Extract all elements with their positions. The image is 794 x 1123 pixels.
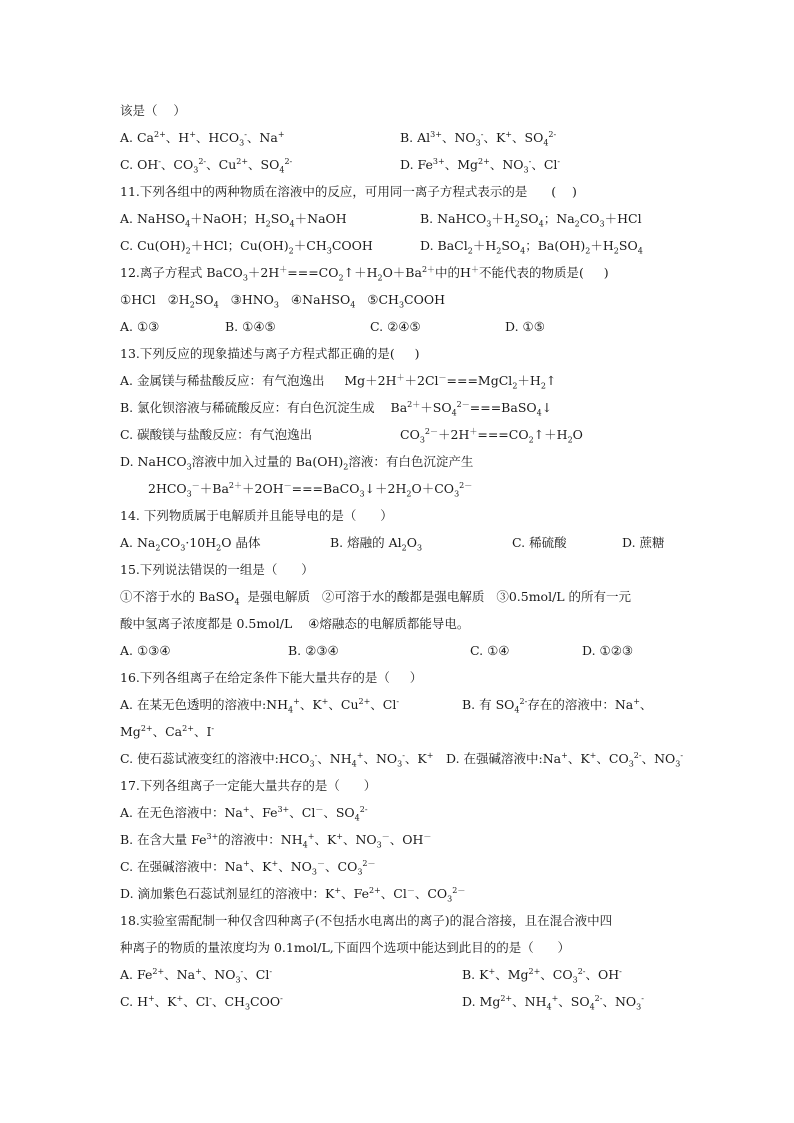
line-16-col2: B. 熔融的 $Al_2O_3$ [330, 535, 423, 553]
line-11: B. 氯化钡溶液与稀硫酸反应：有白色沉淀生成 $Ba^{2+}+SO_4^{2-}===BaSO_4↓$ [120, 399, 553, 418]
line-16-col3: C. 稀硫酸 [512, 535, 567, 550]
line-23: $Mg^{2+}$、$Ca^{2+}$、I- [120, 723, 215, 739]
line-13: D. NaHCO$_3$溶液中加入过量的 $Ba(OH)_2$溶液：有白色沉淀产生 [120, 454, 474, 472]
line-18: ①不溶于水的 BaSO$_4$ 是强电解质 ②可溶于水的酸都是强电解质 ③0.5mol/L 的所有一元 [120, 589, 632, 607]
question-16: 16.下列各组离子在给定条件下能大量共存的是（ ） [120, 670, 423, 685]
line-31: 种离子的物质的量浓度均为 0.1mol/L,下面四个选项中能达到此目的的是（ ） [120, 940, 571, 955]
line-8-col3: C. ②④⑤ [370, 319, 421, 334]
line-27: B. 在含大量 $Fe^{3+}$的溶液中：$NH_4^+$、K+、$NO_3^-$、OH－ [120, 831, 432, 850]
line-8-col4: D. ①⑤ [505, 319, 545, 334]
line-10: A. 金属镁与稀盐酸反应：有气泡逸出 $Mg+2H^++2Cl^-===MgCl_2+H_2↑$ [120, 372, 557, 391]
question-11: 11.下列各组中的两种物质在溶液中的反应，可用同一离子方程式表示的是 ( ) [120, 184, 577, 199]
line-22-col2: B. 有 $SO_4^{2-}$存在的溶液中：Na+、 [462, 696, 653, 715]
line-2-col2: D. $Fe^{3+}$、$Mg^{2+}$、$NO_3^-$、Cl- [400, 156, 561, 175]
line-26: A. 在无色溶液中：Na+、$Fe^{3+}$、Cl－、$SO_4^{2-}$ [120, 804, 368, 823]
line-33: C. H+、K+、Cl-、$CH_3COO^-$ [120, 993, 283, 1012]
line-16-col4: D. 蔗糖 [622, 535, 665, 550]
line-29: D. 滴加紫色石蕊试剂显红的溶液中：K+、$Fe^{2+}$、Cl－、$CO_3^{2-}$ [120, 885, 466, 904]
question-13: 13.下列反应的现象描述与离子方程式都正确的是( ) [120, 346, 420, 361]
line-5: C. $Cu(OH)_2+HCl$；$Cu(OH)_2+CH_3COOH$ [120, 238, 373, 256]
question-12: 12.离子方程式 $BaCO_3+2H^+===CO_2↑+H_2O+Ba^{2+}$中的H＋不能代表的物质是( ) [120, 264, 609, 283]
line-14: $2HCO_3^-+Ba^{2+}+2OH^-===BaCO_3↓+2H_2O+CO_3^{2-}$ [148, 480, 473, 499]
line-22: A. 在某无色透明的溶液中$:NH_4^+$、K+、$Cu^{2+}$、Cl- [120, 696, 400, 715]
line-1: A. $Ca^{2+}$、H+、$HCO_3^-$、Na+ [120, 129, 285, 148]
line-7: ①HCl $②H_2SO_4$ $③HNO_3$ ④NaHSO$_4$ $⑤CH_3COOH$ [120, 292, 445, 310]
line-20-col2: B. ②③④ [288, 643, 339, 658]
line-16: A. $Na_2CO_3\cdot 10H_2O$ 晶体 [120, 535, 261, 553]
line-8-col2: B. ①④⑤ [225, 319, 276, 334]
question-17: 17.下列各组离子一定能大量共存的是（ ） [120, 778, 377, 793]
line-5-col2: D. $BaCl_2+H_2SO_4$；$Ba(OH)_2+H_2SO_4$ [420, 238, 643, 256]
question-15: 15.下列说法错误的一组是（ ） [120, 562, 314, 577]
line-8: A. ①③ [120, 319, 160, 334]
line-2: C. OH-、$CO_3^{2-}$、$Cu^{2+}$、$SO_4^{2-}$ [120, 156, 293, 175]
line-20-col3: C. ①④ [470, 643, 510, 658]
line-19: 酸中氢离子浓度都是 0.5mol/L ④熔融态的电解质都能导电。 [120, 616, 470, 631]
line-24-col2: D. 在强碱溶液中:Na+、K+、$CO_3^{2-}$、$NO_3^-$ [446, 750, 684, 769]
line-32: A. $Fe^{2+}$、Na+、$NO_3^-$、Cl- [120, 966, 273, 985]
line-32-col2: B. K+、$Mg^{2+}$、$CO_3^{2-}$、OH- [462, 966, 622, 985]
line-24: C. 使石蕊试液变红的溶液中$:HCO_3^-$、$NH_4^+$、$NO_3^-$、K+ [120, 750, 434, 769]
line-20-col4: D. ①②③ [582, 643, 634, 658]
line-12: C. 碳酸镁与盐酸反应：有气泡逸出 [120, 427, 313, 442]
line-1-col2: B. $Al^{3+}$、$NO_3^-$、K+、$SO_4^{2-}$ [400, 129, 557, 148]
line-28: C. 在强碱溶液中：Na+、K+、$NO_3^-$、$CO_3^{2-}$ [120, 858, 376, 877]
question-18: 18.实验室需配制一种仅含四种离子(不包括水电离出的离子)的混合溶接，且在混合液中四 [120, 913, 613, 928]
line-4: A. NaHSO$_4$＋NaOH；$H_2SO_4+NaOH$ [120, 211, 347, 229]
line-12-col2: $CO_3^{2-}+2H^+===CO_2↑+H_2O$ [400, 426, 583, 445]
line-4-col2: B. $NaHCO_3+H_2SO_4$；$Na_2CO_3+HCl$ [420, 211, 642, 229]
line-33-col2: D. $Mg^{2+}$、$NH_4^+$、$SO_4^{2-}$、$NO_3^-$ [462, 993, 644, 1012]
question-14: 14. 下列物质属于电解质并且能导电的是（ ） [120, 508, 393, 523]
line-0: 该是（ ） [120, 103, 186, 118]
line-20: A. ①③④ [120, 643, 171, 658]
